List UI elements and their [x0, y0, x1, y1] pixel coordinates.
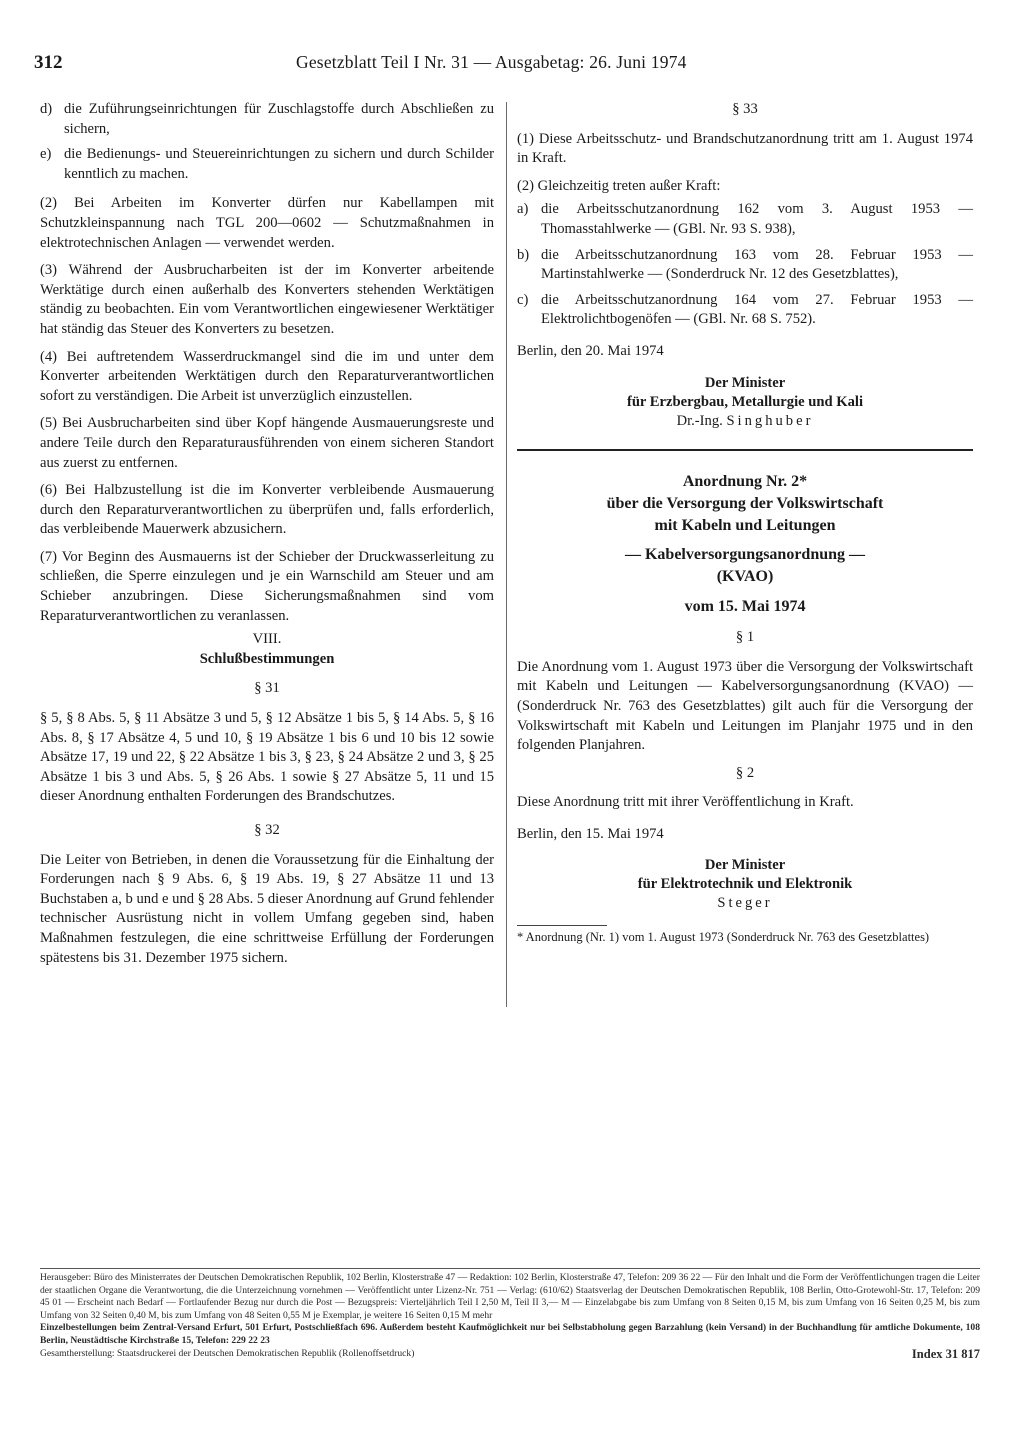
list-item: d) die Zuführungseinrichtungen für Zuschlagstoffe durch Abschließen zu sichern, [40, 101, 494, 137]
section-separator [517, 449, 973, 451]
ministry-name: für Erzbergbau, Metallurgie und Kali [626, 393, 864, 410]
ministry-name: für Elektrotechnik und Elektronik [637, 876, 853, 893]
paragraph-5: (5) Bei Ausbrucharbeiten sind über Kopf hängende Ausmauerungsreste und andere Teile durch den Reparaturausführenden von einem sicheren Standort aus zuerst zu entfernen. [40, 415, 494, 471]
minister-title: Der Minister [704, 857, 786, 874]
section-32-heading: § 32 [254, 822, 280, 838]
imprint-publisher: Herausgeber: Büro des Ministerrates der Deutschen Demokratischen Republik, 102 Berlin, Klosterstraße 47 — Redaktion: 102 Berlin, Klosterstraße 47, Telefon: 209 36 22 — Für den Inhalt und die Form der Veröffentlichungen tragen die Leiter der staatlichen Organe die Verantwortung, die die Unterzeichnung vornehmen — Veröffentlicht unter Lizenz-Nr. 751 — Verlag: (610/62) Staatsverlag der Deutschen Demokratischen Republik, 108 Berlin, Otto-Grotewohl-Str. 17, Telefon: 209 45 01 — Erscheint nach Bedarf — Fortlaufender Bezug nur durch die Post — Bezugspreis: Vierteljährlich Teil I 2,50 M, Teil II 3,— M — Einzelabgabe bis zum Umfang von 8 Seiten 0,15 M, bis zum Umfang von 16 Seiten 0,25 M, bis zum Umfang von 32 Seiten 0,40 M, bis zum Umfang von 48 Seiten 0,55 M je Exemplar, je weitere 16 Seiten 0,15 M mehr [40, 1272, 980, 1321]
left-column [40, 100, 494, 976]
section-2-text: Diese Anordnung tritt mit ihrer Veröffentlichung in Kraft. [517, 794, 854, 811]
section-32-text: Die Leiter von Betrieben, in denen die Voraussetzung für die Einhaltung der Forderungen nach § 9 Abs. 6, § 19 Abs. 19, § 27 Absätze 11 und 13 Buchstaben a, b und e und § 28 Abs. 5 dieser Anordnung auf Grund fehlender technischer Ausrüstung nicht in vollem Umfang gegeben sind, haben Maßnahmen festzulegen, die eine schrittweise Erfüllung der Forderungen spätestens bis 31. Dezember 1975 sichern. [40, 851, 494, 966]
signature: Dr.-Ing. Singhuber [676, 412, 814, 429]
list-item: e) die Bedienungs- und Steuereinrichtungen zu sichern und durch Schilder kenntlich zu machen. [40, 146, 494, 182]
paragraph-7: (7) Vor Beginn des Ausmauerns ist der Schieber der Druckwasserleitung zu schließen, die Sperre einzulegen und je ein Warnschild am Steuer und am Schieber anzubringen. Diese Sicherungsmaßnahmen sind vom Reparaturverantwortlichen zu veranlassen. [40, 548, 494, 624]
footnote: * Anordnung (Nr. 1) vom 1. August 1973 (Sonderdruck Nr. 763 des Gesetzblattes) [517, 930, 930, 945]
list-item: a) die Arbeitsschutzanordnung 162 vom 3. August 1953 — Thomasstahlwerke — (GBl. Nr. 93 S. 938), [517, 201, 973, 237]
chapter-number: VIII. [252, 631, 282, 648]
signature: Steger [717, 895, 773, 912]
page-number: 312 [34, 52, 63, 73]
index-number: Index 31 817 [911, 1346, 980, 1361]
ordinance-date: vom 15. Mai 1974 [684, 597, 806, 615]
page-header [34, 52, 974, 80]
section-2-heading: § 2 [735, 764, 755, 781]
section-1-text: Die Anordnung vom 1. August 1973 über die Versorgung der Volkswirtschaft mit Kabeln und Leitungen — Kabelversorgungsanordnung (KVAO) — (Sonderdruck Nr. 763 des Gesetzblattes) gilt auch für die Versorgung der Volkswirtschaft mit Kabeln und Leitungen im Planjahr 1975 und in den folgenden Planjahren. [517, 658, 973, 754]
imprint-rule [40, 1268, 980, 1269]
issue-title: Gesetzblatt Teil I Nr. 31 — Ausgabetag: 26. Juni 1974 [296, 52, 687, 72]
place-date: Berlin, den 15. Mai 1974 [517, 825, 664, 842]
section-33-heading: § 33 [732, 101, 758, 117]
imprint [40, 1272, 980, 1360]
paragraph-6: (6) Bei Halbzustellung ist die im Konverter verbleibende Ausmauerung durch den Reparaturverantwortlichen zu überprüfen und, falls erforderlich, das verbleibende Mauerwerk abzusichern. [40, 482, 494, 538]
paragraph-3: (3) Während der Ausbrucharbeiten ist der im Konverter arbeitende Werktätige durch einen außerhalb des Konverters stehenden Werktätigen ständig zu beobachten. Ein vom Verantwortlichen eingewiesener Werktätiger hat ständig das Steuer des Konverters zu besetzen. [40, 262, 494, 337]
section-1-heading: § 1 [735, 629, 755, 646]
section-33-para-2: (2) Gleichzeitig treten außer Kraft: [517, 177, 721, 194]
imprint-orders: Einzelbestellungen beim Zentral-Versand Erfurt, 501 Erfurt, Postschließfach 696. Außerdem besteht Kaufmöglichkeit nur bei Selbstabholung gegen Barzahlung (kein Versand) in der Buchhandlung für amtliche Dokumente, 108 Berlin, Neustädtische Kirchstraße 15, Telefon: 229 22 23 [40, 1322, 980, 1346]
paragraph-4: (4) Bei auftretendem Wasserdruckmangel sind die im und unter dem Konverter arbeitenden Werktätigen durch den Reparaturverantwortlichen sofort zu verständigen. Die Arbeit ist unverzüglich einzustellen. [40, 348, 494, 404]
section-31-heading: § 31 [254, 680, 280, 697]
imprint-printer: Gesamtherstellung: Staatsdruckerei der Deutschen Demokratischen Republik (Rollenoffsetdruck) Index 31 817 [40, 1346, 980, 1361]
ordinance-title: Anordnung Nr. 2* über die Versorgung der Volkswirtschaft mit Kabeln und Leitungen — Kabelversorgungsanordnung — (KVAO) [606, 472, 884, 585]
list-item: b) die Arbeitsschutzanordnung 163 vom 28. Februar 1953 — Martinstahlwerke — (Sonderdruck Nr. 12 des Gesetzblattes), [517, 246, 973, 283]
chapter-title: Schlußbestimmungen [199, 650, 335, 667]
footnote-rule [517, 925, 607, 926]
right-column [517, 100, 973, 945]
place-date: Berlin, den 20. Mai 1974 [517, 342, 664, 359]
section-31-text: § 5, § 8 Abs. 5, § 11 Absätze 3 und 5, § 12 Absätze 1 bis 5, § 14 Abs. 5, § 16 Abs. 8, § 17 Absätze 4, 5 und 10, § 19 Absätze 1 bis 6 und 10 bis 12 sowie Absätze 17, 19 und 22, § 22 Absätze 1 bis 3, § 23, § 24 Absätze 2 und 3, § 25 Absätze 1 bis 3 und Abs. 5, § 26 Abs. 1 sowie § 27 Absätze 5, 11 und 15 dieser Anordnung enthalten Forderungen des Brandschutzes. [40, 710, 494, 805]
minister-title: Der Minister [704, 374, 786, 391]
paragraph-2: (2) Bei Arbeiten im Konverter dürfen nur Kabellampen mit Schutzkleinspannung nach TGL 200—0602 — Schutzmaßnahmen in elektrotechnischen Anlagen — verwendet werden. [40, 195, 494, 251]
section-33-para-1: (1) Diese Arbeitsschutz- und Brandschutzanordnung tritt am 1. August 1974 in Kraft. [517, 130, 973, 167]
list-item: c) die Arbeitsschutzanordnung 164 vom 27. Februar 1953 — Elektrolichtbogenöfen — (GBl. Nr. 68 S. 752). [517, 291, 973, 328]
column-divider [506, 102, 507, 1007]
